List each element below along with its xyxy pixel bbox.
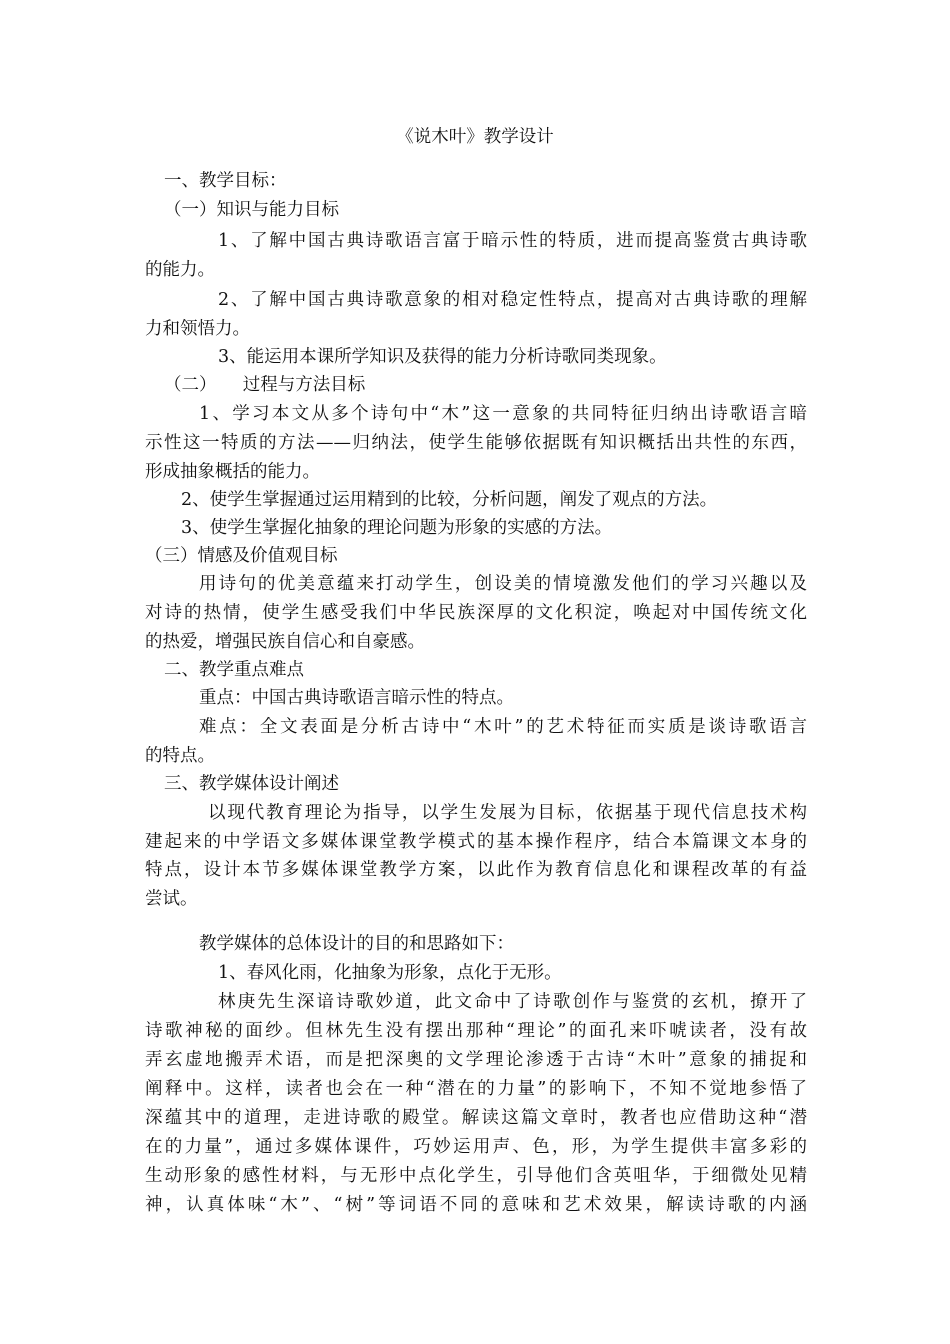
paragraph-line: 尝试。: [145, 889, 198, 909]
subsection-heading-knowledge: （一）知识与能力目标: [164, 200, 339, 220]
paragraph-line: 1、春风化雨，化抽象为形象，点化于无形。: [218, 963, 562, 983]
subsection-heading-process: （二） 过程与方法目标: [164, 375, 366, 395]
paragraph-line: 示性这一特质的方法——归纳法，使学生能够依据既有知识概括出共性的东西，: [145, 433, 807, 453]
document-title: 《说木叶》教学设计: [396, 127, 554, 147]
subsection-heading-values: （三）情感及价值观目标: [145, 546, 338, 566]
section-heading-objectives: 一、教学目标：: [164, 171, 287, 191]
paragraph-line: 神，认真体味“木”、“树”等词语不同的意味和艺术效果，解读诗歌的内涵: [145, 1195, 807, 1215]
paragraph-line: 建起来的中学语文多媒体课堂教学模式的基本操作程序，结合本篇课文本身的: [145, 832, 807, 852]
paragraph-line: 3、使学生掌握化抽象的理论问题为形象的实感的方法。: [181, 518, 613, 538]
paragraph-line: 的能力。: [145, 260, 215, 280]
paragraph-line: 阐释中。这样，读者也会在一种“潜在的力量”的影响下，不知不觉地参悟了: [145, 1079, 807, 1099]
paragraph-line: 的特点。: [145, 746, 215, 766]
paragraph-line: 重点：中国古典诗歌语言暗示性的特点。: [199, 688, 514, 708]
paragraph-line: 1、学习本文从多个诗句中“木”这一意象的共同特征归纳出诗歌语言暗: [199, 404, 807, 424]
paragraph-line: 诗歌神秘的面纱。但林先生没有摆出那种“理论”的面孔来吓唬读者，没有故: [145, 1021, 807, 1041]
paragraph-line: 的热爱，增强民族自信心和自豪感。: [145, 632, 425, 652]
paragraph-line: 深蕴其中的道理，走进诗歌的殿堂。解读这篇文章时，教者也应借助这种“潜: [145, 1108, 807, 1128]
paragraph-line: 力和领悟力。: [145, 319, 250, 339]
paragraph-line: 在的力量”，通过多媒体课件，巧妙运用声、色，形，为学生提供丰富多彩的: [145, 1137, 807, 1157]
paragraph-line: 难点：全文表面是分析古诗中“木叶”的艺术特征而实质是谈诗歌语言: [199, 717, 807, 737]
paragraph-line: 林庚先生深谙诗歌妙道，此文命中了诗歌创作与鉴赏的玄机，撩开了: [218, 992, 807, 1012]
paragraph-line: 2、了解中国古典诗歌意象的相对稳定性特点，提高对古典诗歌的理解: [218, 290, 807, 310]
paragraph-line: 以现代教育理论为指导，以学生发展为目标，依据基于现代信息技术构: [208, 803, 807, 823]
paragraph-line: 用诗句的优美意蕴来打动学生，创设美的情境激发他们的学习兴趣以及: [199, 574, 807, 594]
paragraph-line: 教学媒体的总体设计的目的和思路如下：: [199, 934, 514, 954]
paragraph-line: 3、能运用本课所学知识及获得的能力分析诗歌同类现象。: [218, 347, 667, 367]
paragraph-line: 形成抽象概括的能力。: [145, 462, 320, 482]
paragraph-line: 对诗的热情，使学生感受我们中华民族深厚的文化积淀，唤起对中国传统文化: [145, 603, 807, 623]
paragraph-line: 生动形象的感性材料，与无形中点化学生，引导他们含英咀华，于细微处见精: [145, 1166, 807, 1186]
section-heading-media-design: 三、教学媒体设计阐述: [164, 774, 339, 794]
paragraph-line: 特点，设计本节多媒体课堂教学方案，以此作为教育信息化和课程改革的有益: [145, 860, 807, 880]
paragraph-line: 弄玄虚地搬弄术语，而是把深奥的文学理论渗透于古诗“木叶”意象的捕捉和: [145, 1050, 807, 1070]
paragraph-line: 2、使学生掌握通过运用精到的比较，分析问题，阐发了观点的方法。: [181, 490, 718, 510]
paragraph-line: 1、了解中国古典诗歌语言富于暗示性的特质，进而提高鉴赏古典诗歌: [218, 231, 807, 251]
section-heading-key-points: 二、教学重点难点: [164, 660, 304, 680]
